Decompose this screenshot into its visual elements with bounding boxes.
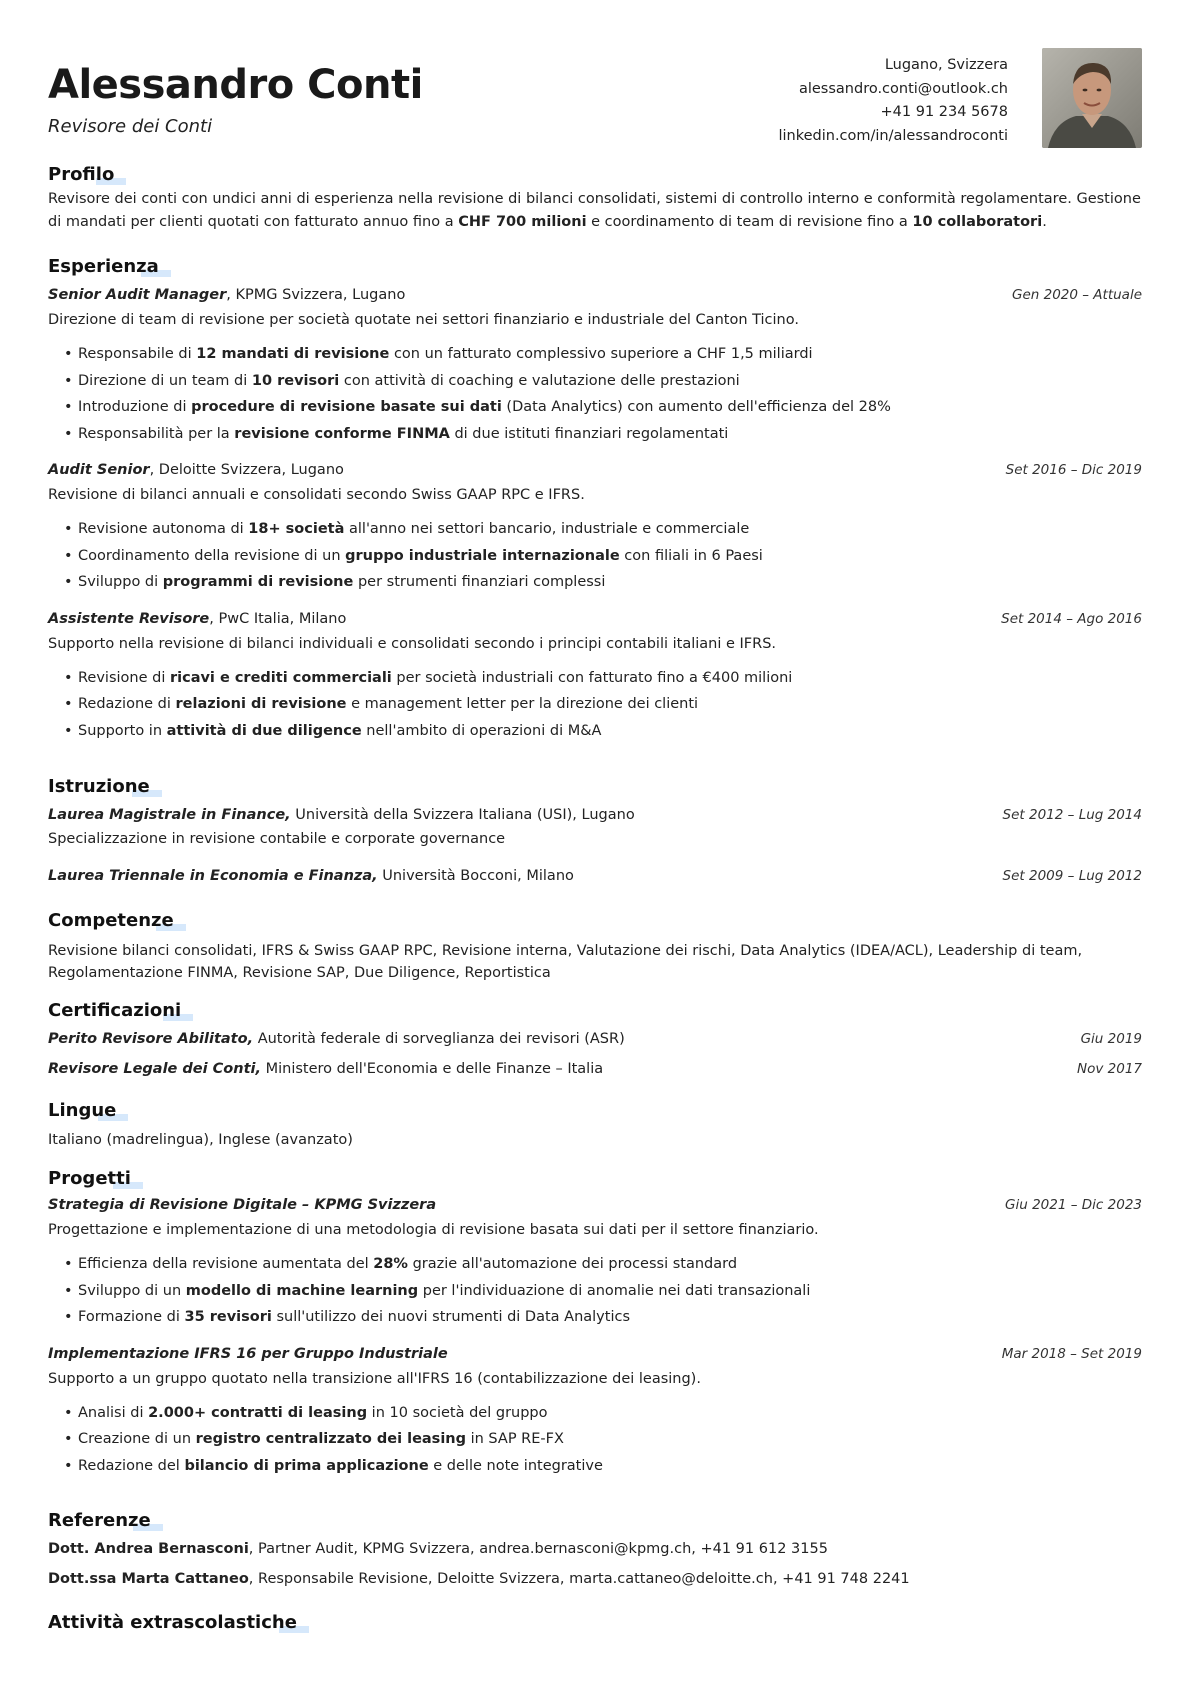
education-degree: Laurea Magistrale in Finance, [48, 807, 291, 823]
experience-org: , Deloitte Svizzera, Lugano [149, 462, 344, 478]
list-item: • Introduzione di procedure di revisione basate sui dati (Data Analytics) con aumento dell'efficienza del 28% [64, 394, 1142, 421]
experience-role: Senior Audit Manager [48, 287, 227, 303]
reference-entry [48, 1538, 1142, 1560]
profile-summary [48, 188, 1142, 234]
project-name: Implementazione IFRS 16 per Gruppo Industriale [48, 1345, 448, 1362]
education-date: Set 2012 – Lug 2014 [1002, 807, 1142, 823]
list-item: • Sviluppo di un modello di machine learning per l'individuazione di anomalie nei dati transazionali [64, 1278, 1142, 1305]
certification-date: Giu 2019 [1080, 1031, 1142, 1047]
experience-org: , KPMG Svizzera, Lugano [226, 287, 406, 303]
experience-description: Revisione di bilanci annuali e consolidati secondo Swiss GAAP RPC e IFRS. [48, 487, 585, 503]
experience-description: Direzione di team di revisione per società quotate nei settori finanziario e industriale del Canton Ticino. [48, 312, 799, 328]
profile-text-1: Revisore dei conti con undici anni di esperienza nella revisione di bilanci consolidati, sistemi di controllo interno e conformità regolamentare. Gestione di mandati per clienti quotati con fatturato annuo fino a [48, 191, 1141, 230]
list-item: • Redazione di relazioni di revisione e management letter per la direzione dei clienti [64, 691, 1142, 718]
section-title-education: Istruzione [48, 776, 150, 797]
experience-entry [48, 608, 1142, 745]
section-projects [48, 1168, 1142, 1479]
project-heading [48, 1343, 1142, 1365]
list-item: • Responsabilità per la revisione conforme FINMA di due istituti finanziari regolamentati [64, 421, 1142, 448]
experience-date: Set 2016 – Dic 2019 [1005, 462, 1142, 478]
list-item: • Efficienza della revisione aumentata del 28% grazie all'automazione dei processi standard [64, 1251, 1142, 1278]
experience-bullets [48, 516, 1142, 596]
certification-name: Perito Revisore Abilitato, [48, 1031, 254, 1047]
contact-phone: +41 91 234 5678 [880, 104, 1008, 120]
certification-name: Revisore Legale dei Conti, [48, 1061, 261, 1077]
reference-name: Dott.ssa Marta Cattaneo [48, 1571, 249, 1587]
profile-highlight-1: CHF 700 milioni [458, 214, 587, 230]
experience-date: Set 2014 – Ago 2016 [1001, 610, 1142, 627]
section-education [48, 776, 1142, 887]
section-title-extracurricular: Attività extrascolastiche [48, 1612, 297, 1633]
reference-detail: , Responsabile Revisione, Deloitte Svizzera, marta.cattaneo@deloitte.ch, +41 91 748 2241 [248, 1571, 910, 1587]
section-title-experience: Esperienza [48, 256, 159, 277]
profile-photo-image [1042, 48, 1142, 148]
experience-heading [48, 284, 1142, 306]
reference-detail: , Partner Audit, KPMG Svizzera, andrea.bernasconi@kpmg.ch, +41 91 612 3155 [248, 1541, 828, 1557]
education-degree: Laurea Triennale in Economia e Finanza, [48, 868, 378, 884]
education-description: Specializzazione in revisione contabile e corporate governance [48, 831, 506, 847]
education-heading [48, 865, 1142, 887]
experience-role: Assistente Revisore [48, 610, 210, 627]
contact-linkedin: linkedin.com/in/alessandroconti [778, 127, 1008, 144]
section-certifications [48, 1000, 1142, 1080]
education-date: Set 2009 – Lug 2012 [1002, 868, 1142, 884]
project-bullets [48, 1251, 1142, 1331]
experience-heading [48, 608, 1142, 630]
project-date: Mar 2018 – Set 2019 [1001, 1345, 1142, 1362]
section-experience [48, 256, 1142, 744]
contact-location: Lugano, Svizzera [884, 57, 1008, 73]
contact-email: alessandro.conti@outlook.ch [798, 80, 1008, 97]
education-school: Università della Svizzera Italiana (USI), Lugano [290, 807, 635, 823]
resume-header [48, 44, 1142, 154]
experience-bullets [48, 341, 1142, 447]
list-item: • Direzione di un team di 10 revisori con attività di coaching e valutazione delle prestazioni [64, 368, 1142, 395]
project-bullets [48, 1400, 1142, 1480]
profile-text-2: e coordinamento di team di revisione fino a [586, 214, 913, 230]
experience-entry [48, 284, 1142, 447]
profile-photo [1042, 48, 1142, 148]
education-entry [48, 865, 1142, 887]
list-item: • Revisione di ricavi e crediti commerciali per società industriali con fatturato fino a €400 milioni [64, 665, 1142, 692]
section-extracurricular [48, 1612, 1142, 1633]
certification-entry [48, 1028, 1142, 1050]
list-item: • Responsabile di 12 mandati di revisione con un fatturato complessivo superiore a CHF 1,5 miliardi [64, 341, 1142, 368]
contact-info [778, 54, 1008, 148]
project-entry [48, 1194, 1142, 1331]
experience-date: Gen 2020 – Attuale [1011, 287, 1142, 303]
section-title-languages: Lingue [48, 1100, 117, 1121]
reference-entry [48, 1568, 1142, 1590]
section-references [48, 1510, 1142, 1590]
project-name: Strategia di Revisione Digitale – KPMG Svizzera [48, 1197, 437, 1213]
section-title-certifications: Certificazioni [48, 1000, 182, 1021]
section-languages [48, 1100, 1142, 1152]
skills-list: Revisione bilanci consolidati, IFRS & Swiss GAAP RPC, Revisione interna, Valutazione dei rischi, Data Analytics (IDEA/ACL), Leadership di team, Regolamentazione FINMA, Revisione SAP, Due Diligence, Reportistica [48, 943, 1083, 981]
job-title: Revisore dei Conti [48, 116, 213, 137]
section-title-skills: Competenze [48, 910, 174, 931]
certification-date: Nov 2017 [1077, 1061, 1142, 1077]
section-profile [48, 164, 1142, 234]
section-skills [48, 910, 1142, 984]
education-entry [48, 804, 1142, 850]
list-item: • Redazione del bilancio di prima applicazione e delle note integrative [64, 1453, 1142, 1480]
profile-highlight-2: 10 collaboratori [912, 214, 1043, 230]
project-description: Supporto a un gruppo quotato nella transizione all'IFRS 16 (contabilizzazione dei leasing). [48, 1370, 701, 1387]
languages-list: Italiano (madrelingua), Inglese (avanzato) [48, 1132, 353, 1148]
list-item: • Revisione autonoma di 18+ società all'anno nei settori bancario, industriale e commerciale [64, 516, 1142, 543]
project-description: Progettazione e implementazione di una metodologia di revisione basata sui dati per il settore finanziario. [48, 1222, 819, 1238]
experience-heading [48, 459, 1142, 481]
candidate-name: Alessandro Conti [48, 62, 423, 108]
reference-name: Dott. Andrea Bernasconi [48, 1541, 249, 1557]
certification-issuer: Ministero dell'Economia e delle Finanze – Italia [260, 1061, 604, 1077]
list-item: • Formazione di 35 revisori sull'utilizzo dei nuovi strumenti di Data Analytics [64, 1304, 1142, 1331]
experience-bullets [48, 665, 1142, 745]
section-title-projects: Progetti [48, 1168, 131, 1189]
list-item: • Coordinamento della revisione di un gruppo industriale internazionale con filiali in 6 Paesi [64, 543, 1142, 570]
list-item: • Analisi di 2.000+ contratti di leasing in 10 società del gruppo [64, 1400, 1142, 1427]
certification-heading [48, 1058, 1142, 1080]
certification-heading [48, 1028, 1142, 1050]
project-heading [48, 1194, 1142, 1216]
list-item: • Supporto in attività di due diligence nell'ambito di operazioni di M&A [64, 718, 1142, 745]
certification-entry [48, 1058, 1142, 1080]
project-date: Giu 2021 – Dic 2023 [1005, 1197, 1142, 1213]
section-title-references: Referenze [48, 1510, 151, 1531]
list-item: • Sviluppo di programmi di revisione per strumenti finanziari complessi [64, 569, 1142, 596]
section-title-profile: Profilo [48, 164, 115, 185]
experience-role: Audit Senior [48, 462, 150, 478]
experience-entry [48, 459, 1142, 596]
experience-description: Supporto nella revisione di bilanci individuali e consolidati secondo i principi contabili italiani e IFRS. [48, 635, 777, 652]
list-item: • Creazione di un registro centralizzato dei leasing in SAP RE-FX [64, 1426, 1142, 1453]
education-school: Università Bocconi, Milano [377, 868, 574, 884]
experience-org: , PwC Italia, Milano [209, 610, 347, 627]
project-entry [48, 1343, 1142, 1480]
education-heading [48, 804, 1142, 826]
certification-issuer: Autorità federale di sorveglianza dei revisori (ASR) [253, 1031, 625, 1047]
profile-text-3: . [1042, 214, 1047, 230]
